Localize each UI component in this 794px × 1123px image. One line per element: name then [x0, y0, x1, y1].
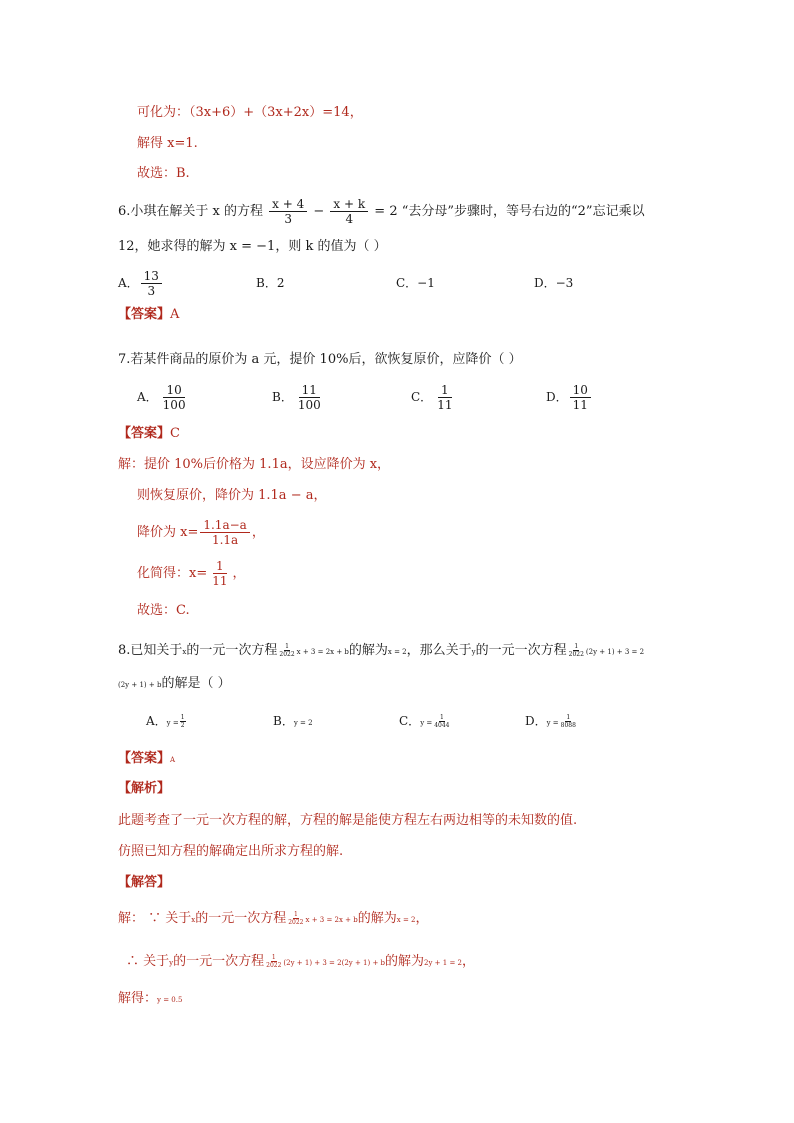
q7-solution-step-2: 则恢复原价，降价为 1.1a − a，	[137, 488, 327, 503]
q6-option-a: A． $\frac{13}{3}$	[118, 266, 164, 300]
q7-option-a: A． $\frac{10}{100}$	[137, 383, 186, 412]
q8-option-d: D．y = $\frac{1}{8088}$	[525, 714, 576, 729]
q7-solution-step-1: 解：提价 10%后价格为 1.1a，设应降价为 x，	[118, 457, 391, 472]
q8-option-b: B．y = 2	[273, 714, 313, 728]
q8-analysis-line-2: 仿照已知方程的解确定出所求方程的解.	[118, 844, 344, 859]
q7-answer-value: C	[170, 426, 180, 441]
q5-step-choose: 故选：B.	[137, 166, 190, 181]
q6-option-d: D．−3	[534, 276, 574, 290]
q7-stem: 7.若某件商品的原价为 a 元，提价 10%后，欲恢复原价，应降价（ ）	[118, 352, 522, 367]
q7-answer-label: 【答案】	[118, 426, 171, 441]
q7-solution-step-5: 故选：C.	[137, 603, 190, 618]
q8-option-c: C．y = $\frac{1}{4044}$	[399, 714, 450, 729]
q6-option-a-fraction: $\frac{13}{3}$	[141, 269, 162, 298]
q7-option-c: C． $\frac{1}{11}$	[411, 383, 453, 412]
q8-analysis-line-1: 此题考查了一元一次方程的解，方程的解是能使方程左右两边相等的未知数的值.	[118, 813, 578, 828]
q8-analysis-label: 【解析】	[118, 781, 171, 796]
q6-answer-label: 【答案】	[118, 307, 171, 322]
q8-stem-line1: 8.已知关于x的一元一次方程 $\frac{1}{2022}$ x + 3 = 2x + b的解为x = 2，那么关于y的一元一次方程 $\frac{1}{2022}$ (2y + 1) + 3 = 2	[118, 643, 645, 658]
q8-answer	[118, 750, 175, 769]
q8-stem-line2: (2y + 1) + b的解是（ ）	[118, 676, 231, 691]
q8-solution-step-2: ∴ 关于y的一元一次方程 $\frac{1}{2022}$ (2y + 1) + 3 = 2(2y + 1) + b的解为2y + 1 = 2，	[126, 954, 476, 969]
q6-stem-prefix: 6.小琪在解关于 x 的方程	[118, 204, 263, 219]
q6-stem-line1	[118, 195, 645, 229]
q8-option-a: A．y = $\frac{1}{2}$	[146, 714, 185, 729]
q6-fraction-2: $\frac{x + k}{4}$	[330, 197, 368, 226]
q5-step-simplify: 可化为：（3x+6）+（3x+2x）=14，	[137, 105, 363, 120]
q8-answer-label: 【答案】	[118, 751, 171, 766]
q6-stem-suffix: = 2 “去分母”步骤时，等号右边的“2”忘记乘以	[374, 204, 645, 219]
q8-solution-step-1: 解： ∵ 关于x的一元一次方程 $\frac{1}{2022}$ x + 3 = 2x + b的解为x = 2，	[118, 911, 429, 926]
q6-stem-line2: 12，她求得的解为 x = −1，则 k 的值为（ ）	[118, 239, 387, 254]
q6-fraction-1: $\frac{x + 4}{3}$	[269, 197, 307, 226]
q8-answer-value: A	[170, 756, 176, 764]
q6-answer	[118, 306, 179, 324]
q6-option-b: B．2	[256, 276, 285, 290]
q7-solution-step-4: 化简得：x= $\frac{1}{11}$ ，	[137, 559, 246, 588]
q7-answer	[118, 425, 180, 443]
q8-solution-step-3: 解得：y = 0.5	[118, 991, 183, 1006]
q6-option-c: C．−1	[396, 276, 435, 290]
q7-solution-step-3: 降价为 x= $\frac{1.1a-a}{1.1a}$ ，	[137, 518, 265, 547]
q5-step-solve: 解得 x=1.	[137, 136, 198, 151]
q7-option-d: D． $\frac{10}{11}$	[546, 380, 593, 414]
q6-answer-value: A	[170, 307, 180, 322]
q7-option-b: B． $\frac{11}{100}$	[272, 383, 321, 412]
q6-minus: −	[313, 204, 325, 219]
q8-solution-label: 【解答】	[118, 875, 171, 890]
